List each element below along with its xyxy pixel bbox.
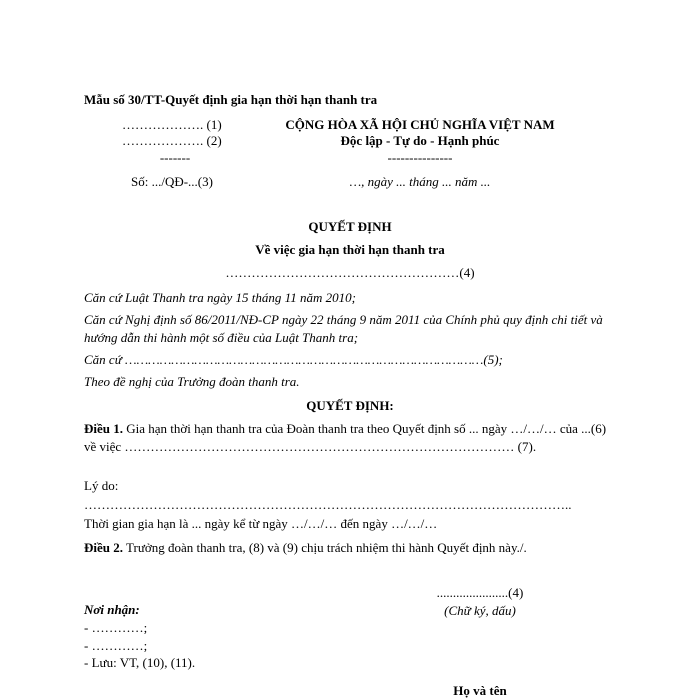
document-number: Số: .../QĐ-...(3) (131, 174, 213, 189)
article-2 (84, 539, 616, 557)
basis-decree: Căn cứ Nghị định số 86/2011/NĐ-CP ngày 22 tháng 9 năm 2011 của Chính phủ quy định chi tiết và hướng dẫn thi hành một số điều của Luật Thanh tra; (84, 312, 603, 345)
decides-heading: QUYẾT ĐỊNH: (306, 398, 394, 413)
signature-issuer: ......................(4) (436, 585, 524, 600)
recipients-title: Nơi nhận: (84, 602, 140, 617)
agency-line-1: ………………. (1) (122, 117, 222, 132)
nation-name: CỘNG HÒA XÃ HỘI CHỦ NGHĨA VIỆT NAM (285, 117, 555, 132)
form-title: Mẫu số 30/TT-Quyết định gia hạn thời hạn thanh tra (84, 92, 378, 107)
decision-issuer: ………………………………………………(4) (225, 265, 475, 280)
right-divider: --------------- (387, 150, 453, 165)
article-1 (84, 420, 616, 456)
article-2-label: Điều 2. (84, 540, 123, 555)
basis-law: Căn cứ Luật Thanh tra ngày 15 tháng 11 năm 2010; (84, 290, 356, 305)
basis-other: Căn cứ …………………………………………………………………………………(5); (84, 352, 503, 367)
basis-proposal: Theo đề nghị của Trưởng đoàn thanh tra. (84, 374, 300, 389)
recipient-item: - …………; (84, 620, 148, 635)
document-date: …, ngày ... tháng ... năm ... (349, 174, 491, 189)
recipient-item: - …………; (84, 638, 148, 653)
decision-title: QUYẾT ĐỊNH (308, 219, 392, 234)
article-1-text: Gia hạn thời hạn thanh tra của Đoàn thanh tra theo Quyết định số ... ngày …/…/… của ...(6) về việc ……………………………………………………………………………… (7). (84, 421, 607, 454)
reason-dots: ………………………………………………………………………………………………….. (84, 497, 572, 512)
reason-label: Lý do: (84, 478, 119, 493)
nation-motto: Độc lập - Tự do - Hạnh phúc (340, 133, 500, 148)
left-divider: ------- (159, 150, 191, 165)
extension-period: Thời gian gia hạn là ... ngày kể từ ngày …/…/… đến ngày …/…/… (84, 516, 438, 531)
agency-line-2: ………………. (2) (122, 133, 222, 148)
signer-name: Họ và tên (453, 683, 507, 698)
signature-note: (Chữ ký, dấu) (444, 603, 516, 618)
decision-subject: Về việc gia hạn thời hạn thanh tra (255, 242, 445, 257)
recipient-item: - Lưu: VT, (10), (11). (84, 655, 196, 670)
article-2-text: Trưởng đoàn thanh tra, (8) và (9) chịu trách nhiệm thi hành Quyết định này./. (123, 540, 527, 555)
article-1-label: Điều 1. (84, 421, 123, 436)
